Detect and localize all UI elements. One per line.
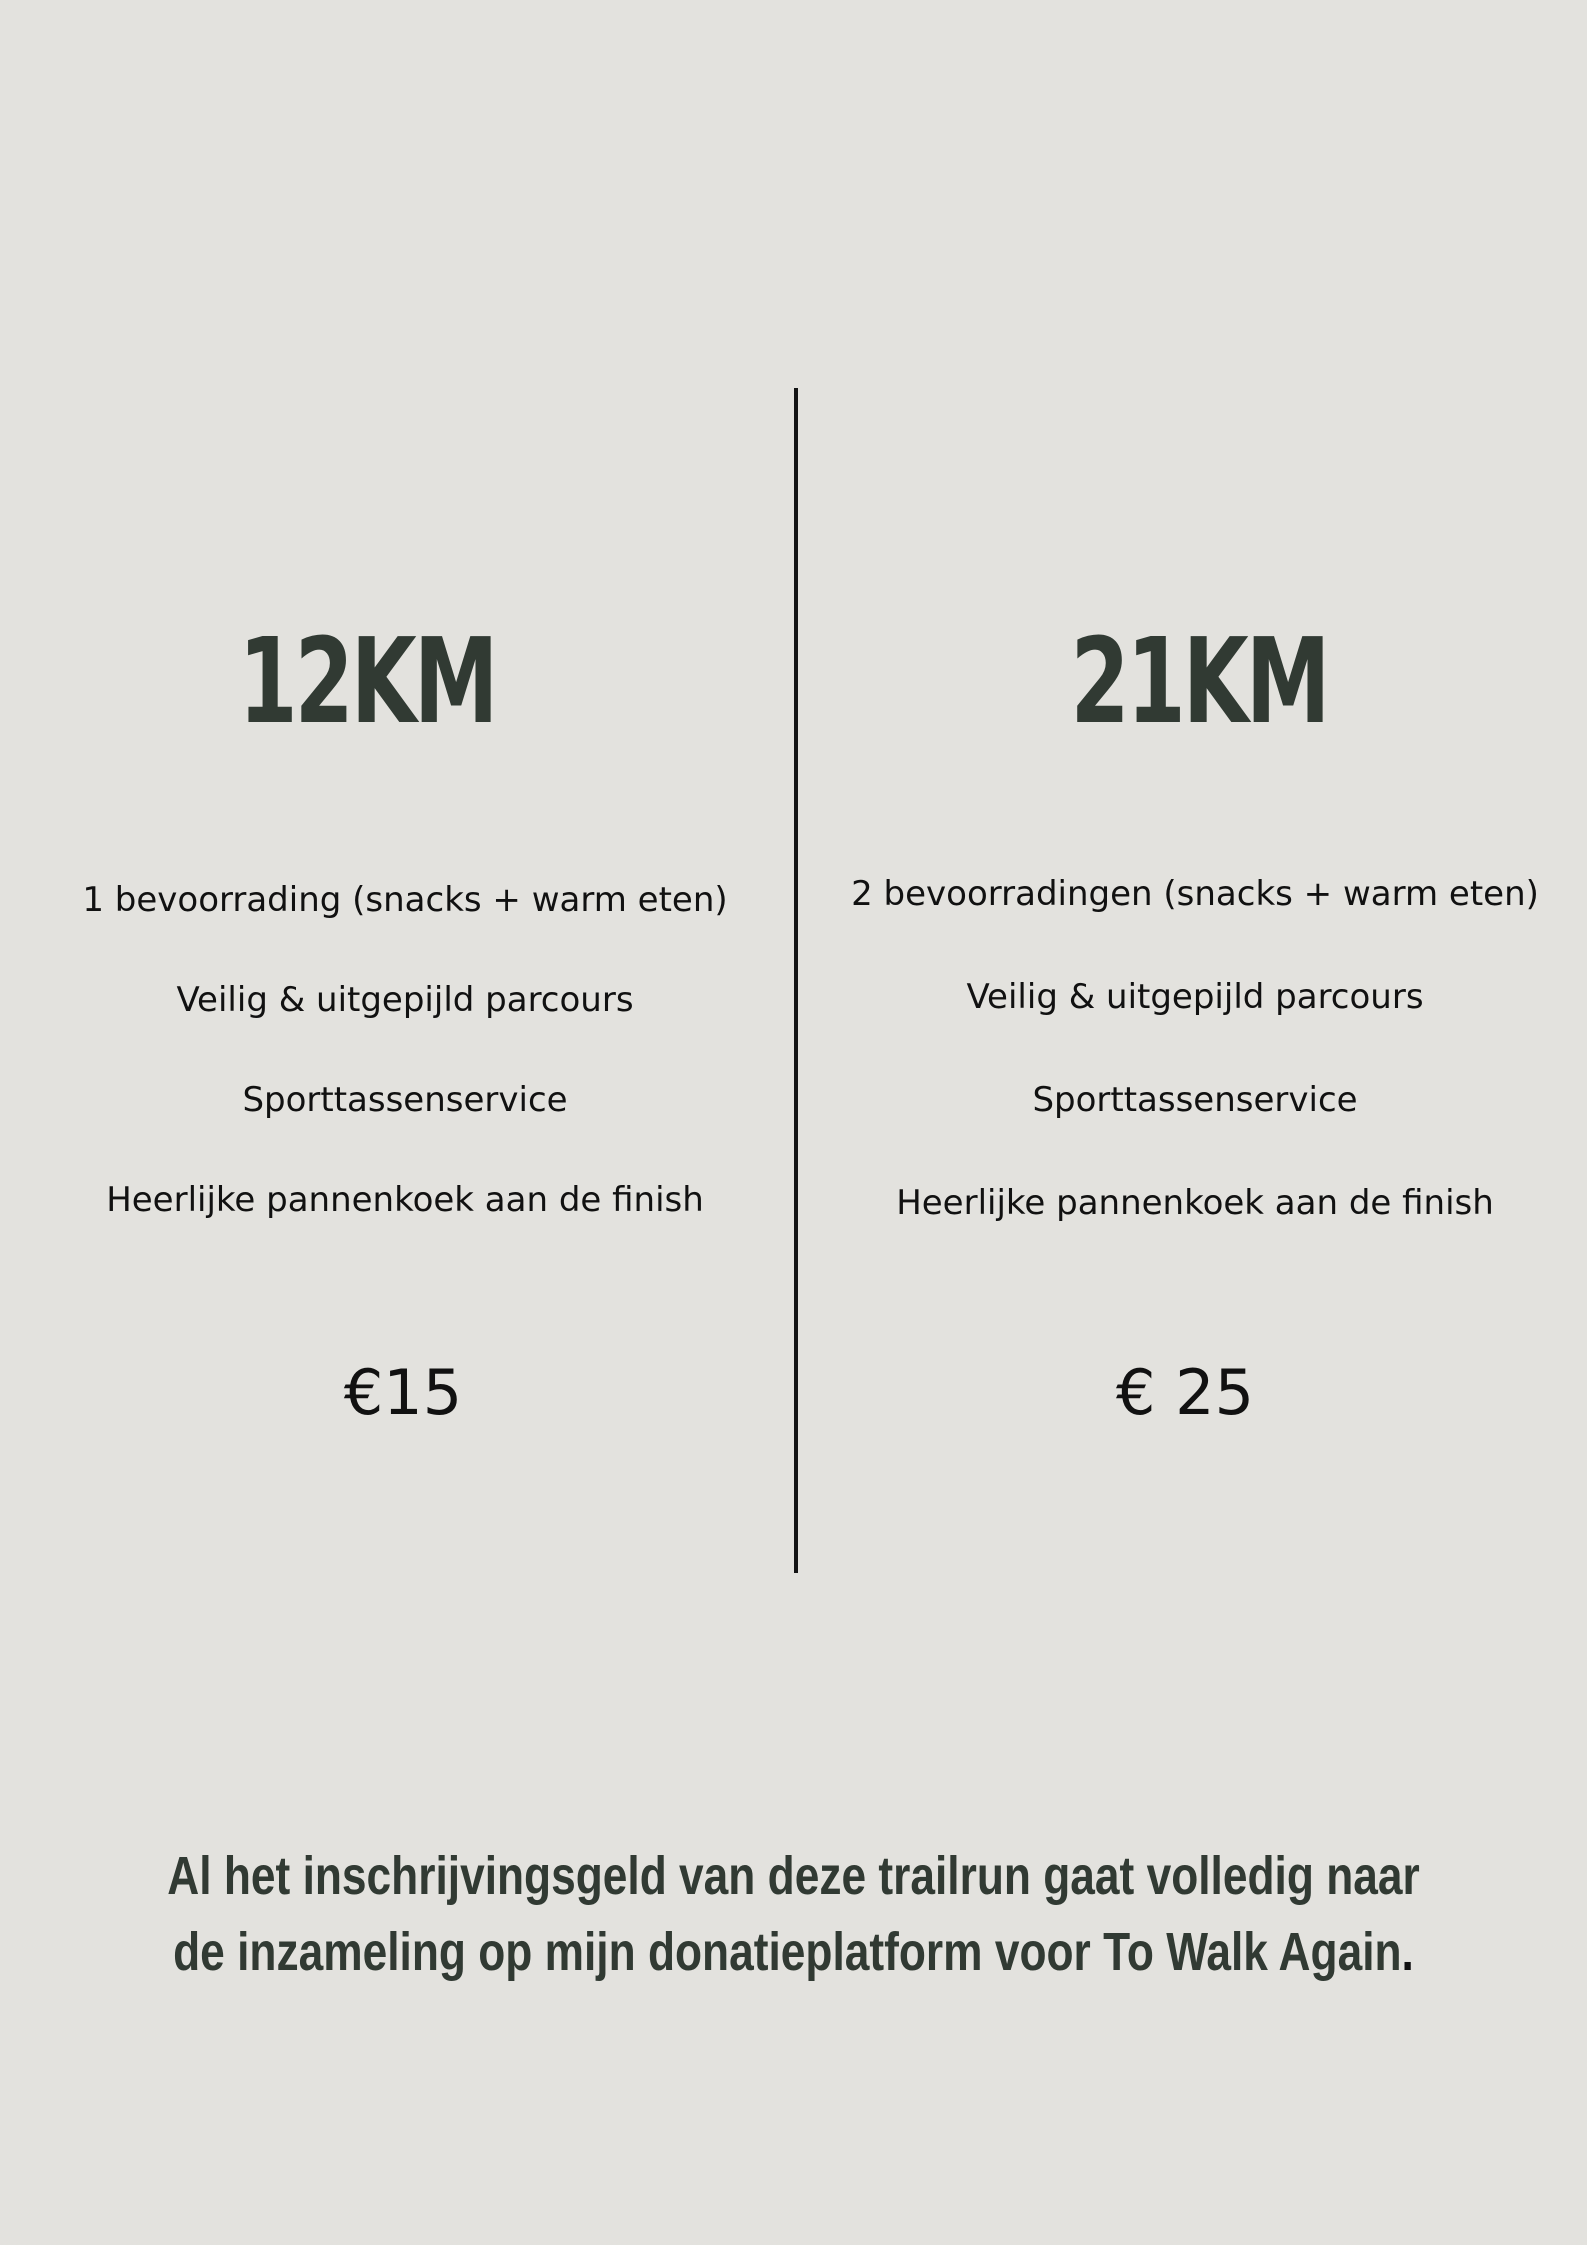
price: € 25	[1115, 1356, 1255, 1429]
feature-item: Veilig & uitgepijld parcours	[176, 980, 634, 1020]
option-12km	[0, 0, 794, 1700]
feature-item: Heerlijke pannenkoek aan de finish	[896, 1183, 1494, 1223]
feature-item: 1 bevoorrading (snacks + warm eten)	[82, 880, 728, 920]
price: €15	[343, 1356, 463, 1429]
donation-note-line: Al het inschrijvingsgeld van deze trailrun gaat volledig naar	[167, 1846, 1420, 1906]
distance-title: 12KM	[238, 612, 496, 750]
option-21km	[798, 0, 1587, 1700]
feature-item: Sporttassenservice	[1032, 1080, 1358, 1120]
feature-list	[8, 874, 802, 1274]
donation-note	[143, 1838, 1444, 1990]
feature-item: Veilig & uitgepijld parcours	[966, 977, 1424, 1017]
feature-item: Heerlijke pannenkoek aan de finish	[106, 1180, 704, 1220]
donation-note-text: de inzameling op mijn donatieplatform voor To Walk Again	[173, 1922, 1402, 1982]
donation-note-period: .	[1401, 1922, 1414, 1982]
distance-title: 21KM	[1070, 612, 1328, 750]
feature-item: Sporttassenservice	[242, 1080, 568, 1120]
feature-list	[798, 868, 1587, 1280]
feature-item: 2 bevoorradingen (snacks + warm eten)	[851, 874, 1539, 914]
donation-note-line	[143, 1914, 1444, 1990]
